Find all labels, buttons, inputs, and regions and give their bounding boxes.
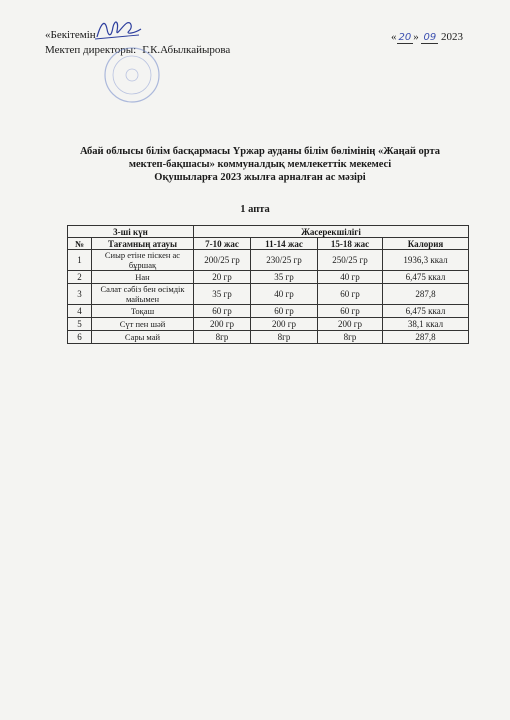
portion-7-10: 60 гр: [194, 305, 251, 318]
table-row: [68, 284, 469, 305]
row-number: 3: [68, 284, 92, 305]
dish-name: Нан: [92, 271, 194, 284]
col-header-age-7-10: 7-10 жас: [194, 238, 251, 250]
col-header-calories: Калория: [383, 238, 469, 250]
signature-image: [93, 15, 143, 45]
row-number: 4: [68, 305, 92, 318]
approval-date: [391, 31, 463, 43]
dish-name: Сары май: [92, 331, 194, 344]
portion-7-10: 35 гр: [194, 284, 251, 305]
calories: 6,475 ккал: [383, 305, 469, 318]
title-line-1: Абай облысы білім басқармасы Үржар ауданы білім бөлімінің «Жаңай орта: [79, 146, 441, 157]
table-row: [68, 271, 469, 284]
portion-7-10: 20 гр: [194, 271, 251, 284]
date-year: 2023: [440, 31, 463, 43]
portion-15-18: 8гр: [318, 331, 383, 344]
col-header-age-11-14: 11-14 жас: [251, 238, 318, 250]
date-day: 20: [398, 32, 412, 43]
portion-11-14: 60 гр: [251, 305, 318, 318]
date-open-quote: «: [391, 31, 397, 43]
calories: 287,8: [383, 284, 469, 305]
calories: 287,8: [383, 331, 469, 344]
portion-15-18: 40 гр: [318, 271, 383, 284]
table-row: [68, 250, 469, 271]
menu-table: [67, 225, 469, 344]
table-row: [68, 305, 469, 318]
row-number: 5: [68, 318, 92, 331]
table-header-row-2: [68, 238, 469, 250]
portion-11-14: 200 гр: [251, 318, 318, 331]
portion-15-18: 60 гр: [318, 305, 383, 318]
portion-7-10: 200 гр: [194, 318, 251, 331]
table-row: [68, 318, 469, 331]
approval-prefix: «Бекітемін: [45, 29, 96, 41]
portion-11-14: 40 гр: [251, 284, 318, 305]
signature-area: [97, 29, 141, 43]
col-header-number: №: [68, 238, 92, 250]
week-label: 1 апта: [240, 204, 270, 215]
col-header-age-15-18: 15-18 жас: [318, 238, 383, 250]
table-row: [68, 331, 469, 344]
day-header: 3-ші күн: [68, 226, 194, 238]
document-title: [60, 145, 460, 184]
portion-15-18: 250/25 гр: [318, 250, 383, 271]
portion-11-14: 8гр: [251, 331, 318, 344]
calories: 38,1 ккал: [383, 318, 469, 331]
row-number: 2: [68, 271, 92, 284]
row-number: 6: [68, 331, 92, 344]
portion-11-14: 230/25 гр: [251, 250, 318, 271]
position-label: Мектеп директоры:: [45, 44, 137, 56]
date-month: 09: [423, 32, 437, 43]
calories: 6,475 ккал: [383, 271, 469, 284]
title-line-2: мектеп-бақшасы» коммуналдық мемлекеттік мекемесі: [128, 159, 392, 170]
calories: 1936,3 ккал: [383, 250, 469, 271]
portion-7-10: 200/25 гр: [194, 250, 251, 271]
director-name: Г.К.Абылкайырова: [142, 44, 231, 56]
age-group-header: Жасерекшілігі: [194, 226, 469, 238]
dish-name: Салат сәбіз бен өсімдік майымен: [92, 284, 194, 305]
table-header-row-1: [68, 226, 469, 238]
dish-name: Тоқаш: [92, 305, 194, 318]
portion-11-14: 35 гр: [251, 271, 318, 284]
portion-15-18: 60 гр: [318, 284, 383, 305]
portion-15-18: 200 гр: [318, 318, 383, 331]
portion-7-10: 8гр: [194, 331, 251, 344]
col-header-dish: Тағамның атауы: [92, 238, 194, 250]
row-number: 1: [68, 250, 92, 271]
approval-block: [45, 28, 230, 58]
stamp-seal: [103, 46, 161, 104]
date-close-quote: »: [413, 31, 419, 43]
dish-name: Сиыр етіне піскен ас бұршақ: [92, 250, 194, 271]
dish-name: Сүт пен шәй: [92, 318, 194, 331]
title-line-3: Оқушыларға 2023 жылға арналған ас мәзірі: [154, 172, 366, 183]
